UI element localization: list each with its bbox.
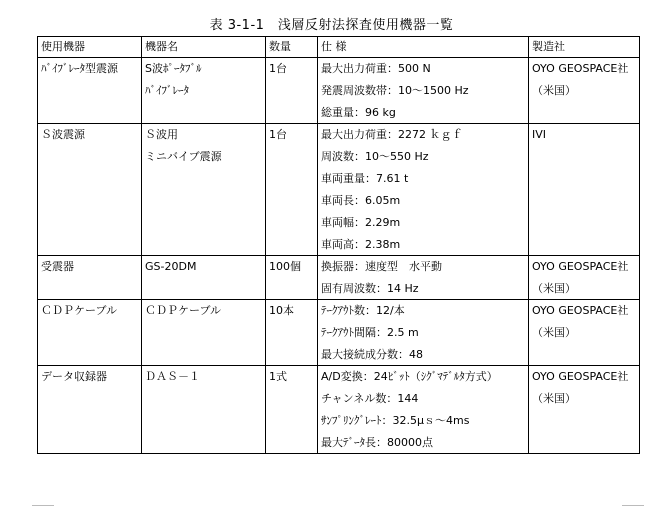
- cell-maker: IVI: [529, 124, 640, 256]
- table-row: [38, 58, 640, 124]
- cell-specs: 換振器：速度型 水平動 固有周波数：14 Hz: [318, 256, 529, 300]
- cell-equipment: 受震器: [38, 256, 142, 300]
- cell-quantity: 1台: [266, 58, 318, 124]
- cell-quantity: 1式: [266, 366, 318, 454]
- cell-name: GS-20DM: [142, 256, 266, 300]
- header-row: [38, 37, 640, 58]
- cell-maker: OYO GEOSPACE社 （米国）: [529, 58, 640, 124]
- cell-specs: 最大出力荷重：2272 ｋｇｆ 周波数：10～550 Hz 車両重量：7.61 t 車両長：6.05m 車両幅：2.29m 車両高：2.38m: [318, 124, 529, 256]
- page-edge-mark-left: [32, 505, 54, 506]
- cell-quantity: 1台: [266, 124, 318, 256]
- table-row: [38, 124, 640, 256]
- cell-equipment: ﾊﾞｲﾌﾞﾚｰﾀ型震源: [38, 58, 142, 124]
- equipment-table: [37, 36, 640, 454]
- table-row: [38, 300, 640, 366]
- cell-name: ＤＡＳ－１: [142, 366, 266, 454]
- cell-equipment: データ収録器: [38, 366, 142, 454]
- cell-specs: 最大出力荷重：500 N 発震周波数帯：10～1500 Hz 総重量：96 kg: [318, 58, 529, 124]
- cell-specs: ﾃｰｸｱｳﾄ数：12/本 ﾃｰｸｱｳﾄ間隔：2.5 m 最大接続成分数：48: [318, 300, 529, 366]
- table-caption: 表 3-1-1 浅層反射法探査使用機器一覧: [209, 18, 454, 33]
- header-equipment: 使用機器: [38, 37, 142, 58]
- cell-maker: OYO GEOSPACE社 （米国）: [529, 256, 640, 300]
- cell-maker: OYO GEOSPACE社 （米国）: [529, 366, 640, 454]
- cell-quantity: 10本: [266, 300, 318, 366]
- table-row: [38, 366, 640, 454]
- cell-name: S波ﾎﾟｰﾀﾌﾞﾙ ﾊﾞｲﾌﾞﾚｰﾀ: [142, 58, 266, 124]
- cell-name: ＣＤＰケーブル: [142, 300, 266, 366]
- cell-equipment: ＣＤＰケーブル: [38, 300, 142, 366]
- page-edge-mark-right: [622, 505, 644, 506]
- header-specs: 仕 様: [318, 37, 529, 58]
- cell-maker: OYO GEOSPACE社 （米国）: [529, 300, 640, 366]
- header-name: 機器名: [142, 37, 266, 58]
- cell-quantity: 100個: [266, 256, 318, 300]
- cell-name: Ｓ波用 ミニバイブ震源: [142, 124, 266, 256]
- header-maker: 製造社: [529, 37, 640, 58]
- cell-equipment: Ｓ波震源: [38, 124, 142, 256]
- table-row: [38, 256, 640, 300]
- header-quantity: 数量: [266, 37, 318, 58]
- cell-specs: A/D変換：24ﾋﾞｯﾄ（ｼｸﾞﾏﾃﾞﾙﾀ方式） チャンネル数：144 ｻﾝﾌﾟﾘﾝｸﾞﾚｰﾄ：32.5μｓ～4ms 最大ﾃﾞｰﾀ長：80000点: [318, 366, 529, 454]
